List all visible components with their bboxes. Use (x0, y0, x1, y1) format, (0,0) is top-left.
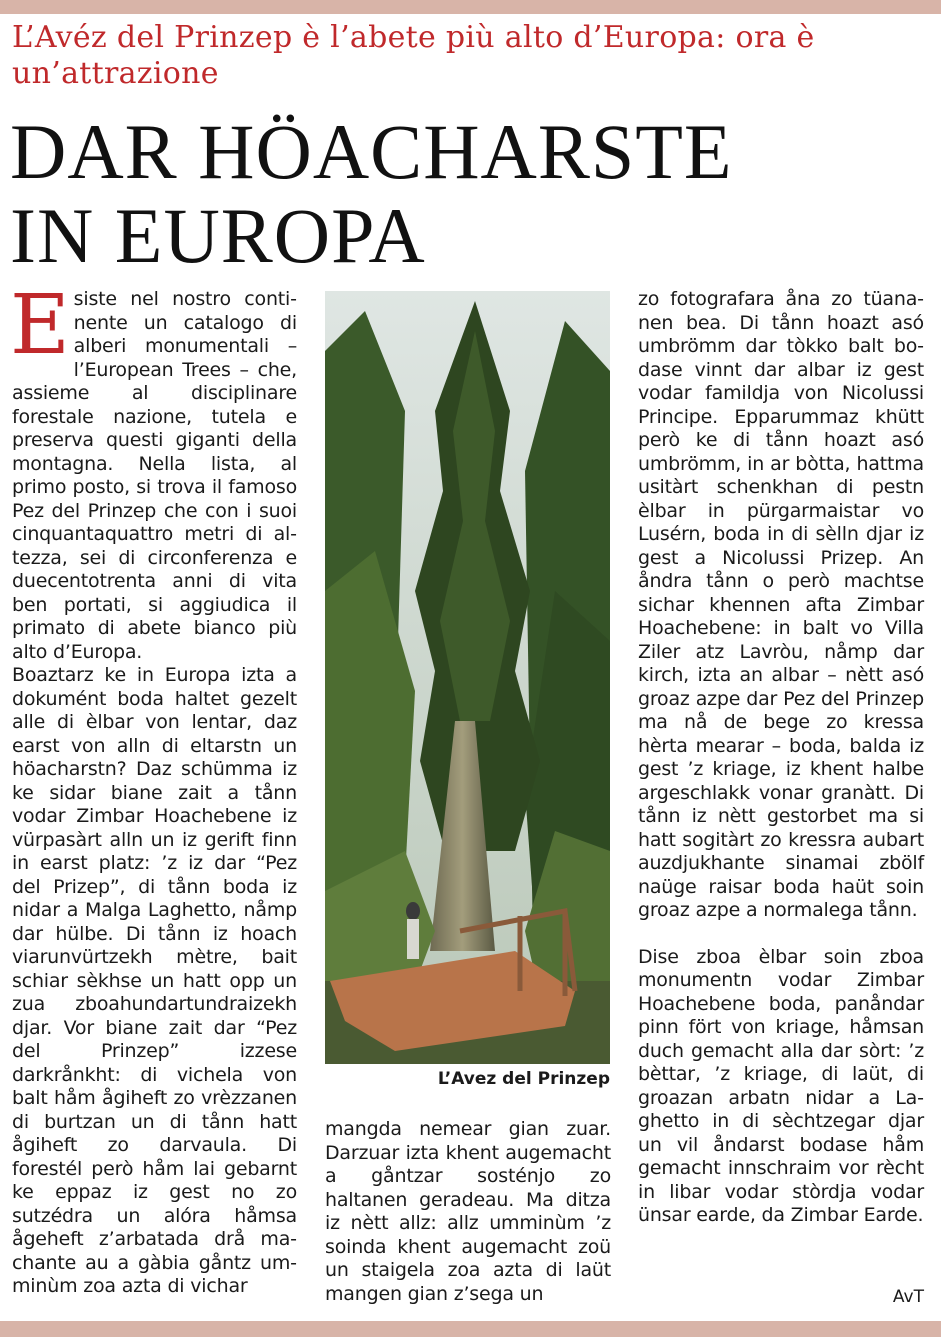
top-color-band (0, 0, 941, 14)
tree-illustration (325, 291, 610, 1064)
title-line-2: IN EUROPA (10, 192, 426, 279)
paragraph-gap (638, 923, 924, 946)
paragraph-2: Boaztarz ke in Europa izta a dokumént boda haltet gezelt alle di èlbar von lentar, daz earst von alln di eltarstn un höacharstn? Daz schümma iz ke sidar biane zait a tånn vodar Zimbar Hoachebene iz vürpasàrt alln un iz gerift finn in earst platz: ’z iz dar “Pez del Prizep”, di tånn boda iz nidar a Malga Laghetto, nåmp dar hülbe. Di tånn iz hoach viarunvürtzekh mètre, bait schiar sèkhse un hatt opp un zua zboahundartundraizekh djar. Vor biane zait dar “Pez del Prinzep” izzese darkrånkht: di vichela von balt håm ågiheft zo vrèzzanen di burtzan un di tånn hatt ågiheft zo darvaula. Di forestél però håm lai gebarnt ke eppaz iz gest no zo sutzédra un alóra håmsa ågeheft z’arbatada drå machante au a gàbia gåntz umminùm zoa azta di vichar (12, 664, 297, 1297)
bottom-color-band (0, 1321, 941, 1337)
article-kicker: L’Avéz del Prinzep è l’abete più alto d’Europa: ora è un’attrazione (12, 20, 815, 91)
article-title (10, 110, 925, 278)
drop-cap: E (10, 278, 70, 373)
column-2 (325, 1118, 611, 1306)
column-3 (638, 288, 924, 1228)
paragraph-1 (10, 278, 297, 664)
paragraph-4: zo fotografara åna zo tüananen bea. Di tånn hoazt asó umbrömm dar tòkko balt bodase vinnt dar albar iz gest vodar famildja von Nicolussi Principe. Epparummaz khütt però ke di tånn hoazt asó umbrömm, in ar bòtta, hattma usitàrt schenkhan di pestn èlbar in pürgarmaistar vo Lusérn, boda in di sèlln djar iz gest a Nicolussi Prizep. An åndra tånn o però machtse sichar khennen afta Zimbar Hoachebene: in balt vo Villa Ziler atz Lavròu, nåmp dar kirch, izta an albar – nètt asó groaz azpe dar Pez del Prinzep ma nå de bege zo kressa hèrta mearar – boda, balda iz gest ’z kriage, iz khent halbe argeschlakk vonar granàtt. Di tånn iz nètt gestorbet ma si hatt sogitàrt zo kressra aubart auzdjukhante sinamai zbölf naüge raisar boda haüt soin groaz azpe a normalega tånn. (638, 288, 924, 921)
paragraph-5: Dise zboa èlbar soin zboa monumentn vodar Zimbar Hoachebene boda, panåndar pinn fört von kriage, håmsan duch gemacht alla dar sòrt: ’z bèttar, ’z kriage, di laüt, di groazan arbatn nidar a Laghetto in di sèchtzegar djar un vil åndarst bodase håm gemacht innschraim vor rècht in libar vodar stòrdja vodar ünsar earde, da Zimbar Earde. (638, 945, 924, 1226)
paragraph-3: mangda nemear gian zuar. Darzuar izta khent augemacht a gåntzar sosténjo zo haltanen geradeau. Ma ditza iz nètt allz: allz umminùm ’z soinda khent augemacht zoü un staigela zoa azta di laüt mangen gian z’sega un (325, 1118, 611, 1305)
title-line-1: DAR HÖACHARSTE (10, 108, 733, 195)
photo-caption: L’Avez del Prinzep (437, 1069, 610, 1089)
paragraph-1-text: siste nel nostro continente un catalogo di alberi monumentali – l’European Trees – che, assieme al disciplinare forestale nazione, tutela e preserva questi giganti della montagna. Nella lista, al primo posto, si trova il famoso Pez del Prinzep che con i suoi cinquantaquattro metri di altezza, sei di circonferenza e duecentotrenta anni di vita ben portati, si aggiudica il primato di abete bianco più alto d’Europa. (12, 288, 297, 663)
tree-photo (325, 291, 610, 1064)
author-initials: AvT (892, 1287, 924, 1307)
column-1 (10, 278, 297, 1299)
